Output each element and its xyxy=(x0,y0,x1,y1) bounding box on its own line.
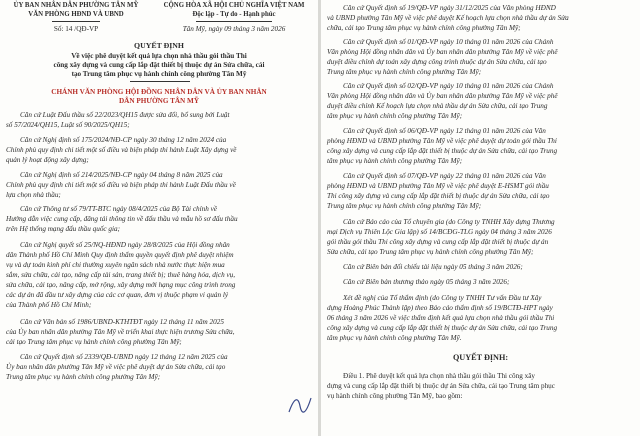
subject-underline xyxy=(130,81,190,82)
basis-line: cải tạo Trung tâm phục vụ hành chính công phường Tân Mỹ; xyxy=(6,338,182,346)
basis-line: sửa chữa, cải tạo, nâng cấp, mở rộng, xây dựng mới hạng mục công trình trong xyxy=(6,281,236,289)
subject-line-1: Về việc phê duyệt kết quả lựa chọn nhà thầu gói thầu Thi xyxy=(71,52,247,60)
basis-line: duyệt điều chỉnh dự toán xây dựng công trình thuộc dự án Sửa chữa, cải tạo xyxy=(327,58,547,66)
issuing-authority: ỦY BAN NHÂN DÂN PHƯỜNG TÂN MỸ xyxy=(13,2,139,9)
consideration-line: Xét đề nghị của Tổ thẩm định (do Công ty TNHH Tư vấn Đầu tư Xây xyxy=(343,294,542,302)
basis-line: Căn cứ Quyết định số 01/QĐ-VP ngày 10 tháng 01 năm 2026 của Chánh xyxy=(343,38,554,46)
right-page xyxy=(321,0,640,436)
issuing-office: VĂN PHÒNG HĐND VÀ UBND xyxy=(28,11,124,18)
basis-line: Căn cứ Quyết định số 19/QĐ-VP ngày 31/12/2025 của Văn phòng HĐND xyxy=(343,4,556,12)
basis-line: mại Dịch vụ Thiên Lộc Gia lập) số 14/BCĐG-TLG ngày 04 tháng 3 năm 2026 xyxy=(327,228,552,236)
national-title: CỘNG HÒA XÃ HỘI CHỦ NGHĨA VIỆT NAM xyxy=(163,2,305,9)
consideration-line: tâm phục vụ hành chính công phường Tân Mỹ. xyxy=(327,334,462,342)
basis-line: tâm phục vụ hành chính công phường Tân Mỹ; xyxy=(327,157,463,165)
basis-line: Văn phòng Hội đồng nhân dân và Ủy ban nhân dân phường Tân Mỹ về việc phê xyxy=(327,48,558,56)
basis-line: duyệt điều chỉnh Kế hoạch lựa chọn nhà thầu dự án Sửa chữa, cải tạo Trung xyxy=(327,102,548,110)
basis-line: và UBND phường Tân Mỹ về việc phê duyệt Kế hoạch lựa chọn nhà thầu dự án Sửa xyxy=(327,14,569,22)
basis-line: Ủy ban nhân dân phường Tân Mỹ về việc phê duyệt dự án Sửa chữa, cải tạo xyxy=(6,363,226,371)
basis-line: Căn cứ Nghị định số 175/2024/NĐ-CP ngày 30 tháng 12 năm 2024 của xyxy=(20,136,227,144)
office-underline xyxy=(52,21,100,22)
basis-line: Căn cứ Nghị quyết số 25/NQ-HĐND ngày 28/8/2025 của Hội đồng nhân xyxy=(20,241,230,249)
authority-line-1: CHÁNH VĂN PHÒNG HỘI ĐỒNG NHÂN DÂN VÀ ỦY BAN NHÂN xyxy=(51,88,267,96)
authority-line-2: DÂN PHƯỜNG TÂN MỸ xyxy=(118,97,200,105)
motto-underline xyxy=(196,21,272,22)
basis-line: tâm phục vụ hành chính công phường Tân Mỹ; xyxy=(327,112,463,120)
basis-line: quản lý hoạt động xây dựng; xyxy=(6,156,89,164)
decision-title: QUYẾT ĐỊNH xyxy=(134,41,184,50)
basis-line: Trung tâm phục vụ hành chính công phường Tân Mỹ; xyxy=(327,68,482,76)
document-number: Số: 14 /QĐ-VP xyxy=(53,25,99,33)
basis-line: các dự án đã đầu tư xây dựng của các cơ quan, đơn vị thuộc phạm vi quản lý xyxy=(6,291,229,299)
article-line: vụ hành chính công phường Tân Mỹ, bao gồm: xyxy=(327,392,463,400)
basis-line: Căn cứ Quyết định số 02/QĐ-VP ngày 10 tháng 01 năm 2026 của Chánh xyxy=(343,82,554,90)
national-motto: Độc lập - Tự do - Hạnh phúc xyxy=(192,11,276,18)
basis-line: gói thầu gói thầu Thi công xây dựng và cung cấp lắp đặt thiết bị thuộc dự án xyxy=(327,238,549,246)
basis-line: phòng HĐND và UBND phường Tân Mỹ về việc phê duyệt E-HSMT gói thầu xyxy=(327,182,549,190)
basis-line: Sửa chữa, cải tạo Trung tâm phục vụ hành chính công phường Tân Mỹ; xyxy=(327,248,534,256)
basis-line: chữa, cải tạo Trung tâm phục vụ hành chính công phường Tân Mỹ; xyxy=(327,24,521,32)
basis-line: Thi công xây dựng và cung cấp lắp đặt thiết bị thuộc dự án Sửa chữa, cải tạo xyxy=(327,192,550,200)
basis-line: trên Hệ thống mạng đấu thầu quốc gia; xyxy=(6,225,120,233)
basis-line: dân Thành phố Hồ Chí Minh Quy định thẩm quyền quyết định phê duyệt nhiệm xyxy=(6,251,234,259)
consideration-line: 06 tháng 3 năm 2026 về việc thẩm định kết quả lựa chọn nhà thầu gói thầu Thi xyxy=(327,314,555,322)
basis-line: Căn cứ Nghị định số 214/2025/NĐ-CP ngày 04 tháng 8 năm 2025 của xyxy=(20,171,223,179)
basis-line: của Ủy ban nhân dân phường Tân Mỹ về triển khai thực hiện trương Sửa chữa, xyxy=(6,328,235,336)
basis-line: vụ và dự toán kinh phí chi thường xuyên ngân sách nhà nước thực hiện mua xyxy=(6,261,225,269)
basis-line: công xây dựng và cung cấp lắp đặt thiết bị thuộc dự án Sửa chữa, cải tạo Trung xyxy=(327,147,558,155)
article-line: Điều 1. Phê duyệt kết quả lựa chọn nhà thầu gói thầu Thi công xây xyxy=(343,372,535,380)
basis-line: Căn cứ Văn bản số 1986/UBND-KTHTĐT ngày 12 tháng 11 năm 2025 xyxy=(20,318,224,326)
basis-line: phòng HĐND và UBND phường Tân Mỹ về việc phê duyệt dự toán gói thầu Thi xyxy=(327,137,557,145)
decide-heading: QUYẾT ĐỊNH: xyxy=(452,353,509,362)
basis-line: Căn cứ Thông tư số 79/TT-BTC ngày 08/4/2025 của Bộ Tài chính về xyxy=(20,205,217,213)
basis-line: Căn cứ Báo cáo của Tổ chuyên gia (do Công ty TNHH Xây dựng Thương xyxy=(343,218,555,226)
basis-line: Chính phủ quy định chi tiết một số điều và biện pháp thi hành Luật Đấu thầu về xyxy=(6,181,236,189)
consideration-line: công xây dựng và cung cấp lắp đặt thiết bị thuộc dự án Sửa chữa, cải tạo Trung xyxy=(327,324,558,332)
basis-line: Trung tâm phục vụ hành chính công phường Tân Mỹ; xyxy=(6,373,161,381)
basis-line: Hướng dẫn việc cung cấp, đăng tải thông tin về đấu thầu và mẫu hồ sơ đấu thầu xyxy=(6,215,238,223)
basis-line: Căn cứ Biên bản đối chiếu tài liệu ngày 05 tháng 3 năm 2026; xyxy=(343,263,523,271)
basis-line: Trung tâm phục vụ hành chính công phường Tân Mỹ; xyxy=(327,202,482,210)
article-line: dựng và cung cấp lắp đặt thiết bị thuộc dự án Sửa chữa, cải tạo Trung tâm phục xyxy=(327,382,555,390)
issue-date: Tân Mỹ, ngày 09 tháng 3 năm 2026 xyxy=(182,25,286,33)
basis-line: Căn cứ Quyết định số 07/QĐ-VP ngày 22 tháng 01 năm 2026 của Văn xyxy=(343,172,546,180)
basis-line: Căn cứ Biên bản thương thảo ngày 05 tháng 3 năm 2026; xyxy=(343,278,510,286)
consideration-line: dựng Hoàng Phúc Thành lập) theo Báo cáo thẩm định số 19/BCTĐ-HPT ngày xyxy=(327,304,553,312)
basis-line: Căn cứ Quyết định số 06/QĐ-VP ngày 12 tháng 01 năm 2026 của Văn xyxy=(343,127,546,135)
basis-line: Chính phủ quy định chi tiết một số điều và biện pháp thi hành Luật Xây dựng về xyxy=(6,146,237,154)
basis-line: Văn phòng Hội đồng nhân dân và Ủy ban nhân dân phường Tân Mỹ về việc phê xyxy=(327,92,558,100)
basis-line: số 57/2024/QH15, Luật số 90/2025/QH15; xyxy=(6,121,130,129)
basis-line: sắm, sửa chữa, cải tạo, nâng cấp tài sản, trang thiết bị; thuê hàng hóa, dịch vụ, xyxy=(6,271,236,279)
left-page xyxy=(0,0,318,436)
basis-line: Căn cứ Quyết định số 2339/QĐ-UBND ngày 12 tháng 12 năm 2025 của xyxy=(20,353,228,361)
subject-line-2: công xây dựng và cung cấp lắp đặt thiết bị thuộc dự án Sửa chữa, cải xyxy=(53,61,265,69)
basis-line: Căn cứ Luật Đấu thầu số 22/2023/QH15 được sửa đổi, bổ sung bởi Luật xyxy=(20,111,230,119)
basis-line: của Thành phố Hồ Chí Minh; xyxy=(6,301,92,309)
basis-line: lựa chọn nhà thầu; xyxy=(6,191,61,199)
subject-line-3: tạo Trung tâm phục vụ hành chính công phường Tân Mỹ xyxy=(71,70,247,78)
initial-mark-icon xyxy=(286,392,314,418)
